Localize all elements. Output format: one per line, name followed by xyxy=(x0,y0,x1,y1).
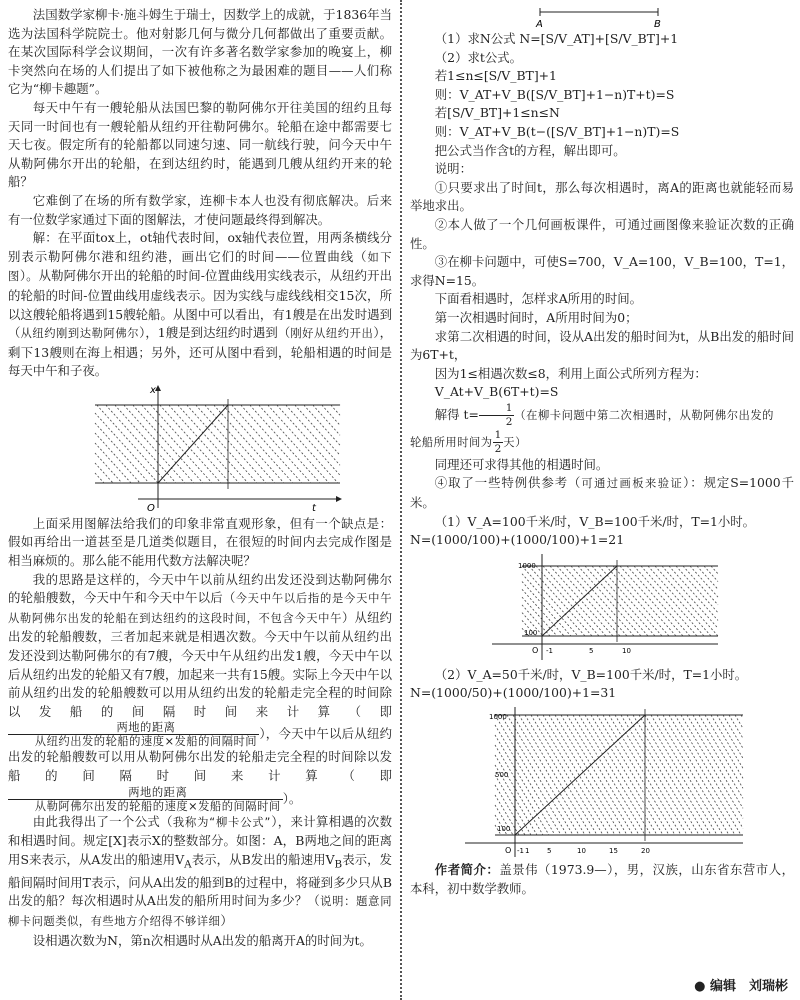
dashed-ship-line xyxy=(591,715,663,835)
dashed-ship-line xyxy=(599,566,662,636)
dashed-ship-line xyxy=(564,566,627,636)
intro-paragraph: 法国数学家柳卡·施斗姆生于瑞士，因数学上的成就，于1836年当选为法国科学院院士。他对射影几何与微分几何都做出了重要贡献。在某次国际科学会议期间，一次有许多著名数学家参加的晚宴上，柳卡突然向在场的人们提出了如下被他称之为最困难的题目——人们称它为“柳卡趣题”。 xyxy=(8,7,392,97)
setup-paragraph: 设相遇次数为N，第n次相遇时从A出发的船离开A的时间为t。 xyxy=(32,932,372,948)
tick-10: 10 xyxy=(577,847,586,856)
dashed-ship-line xyxy=(259,405,329,483)
dashed-ship-line xyxy=(669,566,718,620)
dashed-ship-line xyxy=(115,405,185,483)
author-bio: 作者简介：盖景伟（1973.9—），男，汉族，山东省东营市人，本科，初中数学教师。 xyxy=(410,862,795,896)
dashed-ship-line xyxy=(633,715,705,835)
dashed-ship-line xyxy=(106,405,176,483)
case-2-result: N=(1000/50)+(1000/100)+1=31 xyxy=(410,685,617,701)
dashed-ship-line xyxy=(160,405,230,483)
dashed-ship-line xyxy=(585,566,648,636)
tick-minus-1: -1 xyxy=(517,847,524,856)
dashed-ship-line xyxy=(277,405,340,475)
figure-time-position-diagram xyxy=(50,383,350,513)
history-paragraph: 它难倒了在场的所有数学家，连柳卡本人也没有彻底解决。后来有一位数学家通过下面的图解法，才使问题最终得到解决。 xyxy=(8,192,392,227)
dashed-ship-line xyxy=(723,715,743,748)
reasoning-paragraph: 我的思路是这样的，今天中午以前从纽约出发还没到达勒阿佛尔的轮船艘数，今天中午和今天中午以后（今天中午以后指的是今天中午从勒阿佛尔出发的轮船在到达纽约的这段时间，不包含今天中午）从纽约出发的轮船艘数，三者加起来就是相遇次数。今天中午以前从纽约出发还没到达勒阿佛尔的有7艘，今天中午从纽约出发1艘，今天中午以后从纽约出发的轮船又有7艘，加起来一共有15艘。实际上今天中午以前从纽约出发的轮船艘数可以用从纽约出发的轮船走完全程的时间除以发船的间隔时间来计算（即 $\frac{\text{两地的距离}}{\text{从纽约出发的轮船的速度×发船的间隔时间}}$ ），今天中午以后从纽约出发的轮船艘数可以用从勒阿佛尔出发的轮船走完全程的时间除以发船的间隔时间来计算（即 $\frac{\text{两地的距离}}{\text{从勒阿佛尔出发的轮船的速度×发船的间隔时间}}$ ）。 xyxy=(8,571,392,813)
dashed-ship-line xyxy=(151,405,221,483)
dashed-ship-line xyxy=(557,566,620,636)
dashed-ship-line xyxy=(522,581,571,635)
note-2: ②本人做了一个几何画板课件，可通过画图像来验证次数的正确性。 xyxy=(410,216,794,251)
dashed-ship-line xyxy=(124,405,194,483)
dashed-ship-line xyxy=(620,566,683,636)
dashed-ship-line xyxy=(573,715,645,835)
dashed-ship-line xyxy=(95,463,113,483)
dashed-ship-line xyxy=(555,715,627,835)
problem-paragraph: 每天中午有一艘轮船从法国巴黎的勒阿佛尔开往美国的纽约且每天同一时间也有一艘轮船从纽约开往勒阿佛尔。轮船在途中都需要七天七夜。假定所有的轮船都以同速匀速、同一航线行驶，问今天中午从勒阿佛尔开出的轮船，在到达纽约时，能遇到几艘从纽约开来的轮船？ xyxy=(8,99,392,190)
dashed-ship-line xyxy=(97,405,167,483)
dashed-ship-line xyxy=(690,566,718,597)
dashed-ship-line xyxy=(205,405,275,483)
dashed-ship-line xyxy=(95,473,104,483)
dashed-ship-line xyxy=(95,433,140,483)
equation-intro: 因为1≤相遇次数≤8，利用上面公式所列方程为： xyxy=(434,365,707,381)
dashed-ship-line xyxy=(286,405,340,465)
dashed-ship-line xyxy=(295,405,340,455)
tick-1000: 1000 xyxy=(489,713,507,722)
dashed-ship-line xyxy=(711,566,718,574)
dashed-ship-line xyxy=(705,715,743,778)
dashed-ship-line xyxy=(627,715,699,835)
formula-t-heading: （2）求t公式。 xyxy=(434,49,523,65)
first-meeting: 第一次相遇时间时，A所用时间为0； xyxy=(434,309,638,325)
case-1-params: （1）V_A=100千米/时，V_B=100千米/时，T=1小时。 xyxy=(434,513,756,529)
figure-case-2 xyxy=(457,705,747,859)
dashed-ship-line xyxy=(268,405,338,483)
left-column xyxy=(8,6,392,950)
solve-note: 把公式当作含t的方程，解出即可。 xyxy=(434,142,626,158)
dashed-ship-line xyxy=(683,566,718,605)
origin-label: O xyxy=(505,846,512,856)
dashed-ship-line xyxy=(663,715,735,835)
dashed-ship-line xyxy=(711,715,743,768)
dashed-ship-line xyxy=(681,715,743,818)
fraction-half: $\frac{1}{2}$ xyxy=(479,402,514,429)
origin-label: O xyxy=(532,645,539,655)
tick-1000: 1000 xyxy=(518,561,536,570)
dashed-ship-line xyxy=(241,405,311,483)
dashed-ship-line xyxy=(495,755,543,835)
fraction-ny-ships: $\frac{\text{两地的距离}}{\text{从纽约出发的轮船的速度×发船的间隔时间}}$ xyxy=(8,721,259,748)
dashed-ship-line xyxy=(95,443,131,483)
dashed-ship-line xyxy=(142,405,212,483)
dashed-ship-line xyxy=(634,566,697,636)
solution-line: 解得 t= $\frac{1}{2}$ （在柳卡问题中第二次相遇时，从勒阿佛尔出发的 xyxy=(434,401,774,428)
dashed-ship-line xyxy=(495,725,561,835)
dashed-ship-line xyxy=(322,405,340,425)
dashed-ship-line xyxy=(603,715,675,835)
second-meeting: 求第二次相遇的时间，设从A出发的船时间为t，从B出发的船时间为6T+t， xyxy=(410,328,794,363)
note-3: ③在柳卡问题中，可使S=700，V_A=100，V_B=100，T=1，求得N=15。 xyxy=(410,254,794,288)
dashed-ship-line xyxy=(531,715,603,835)
case-1-result: N=(1000/100)+(1000/100)+1=21 xyxy=(410,532,625,548)
dashed-ship-line xyxy=(537,715,609,835)
dashed-ship-line xyxy=(693,715,743,798)
dashed-ship-line xyxy=(699,715,743,788)
formula-intro-paragraph: 由此我得出了一个公式（我称为“柳卡公式”），来计算相遇的次数和相遇时间。规定[X]表示X的整数部分。如图：A，B两地之间的距离用S来表示，从A发出的船速用$V_A$表示，从B发出的船速用$V_B$表示，发船间隔时间用T表示，问从A出发的船到B的过程中，将碰到多少只从B出发的船？每次相遇时从A出发的船所用时间为多少？（说明：题意同柳卡问题类似，有些地方介绍得不够详细） xyxy=(8,813,393,929)
tick-minus-1: -1 xyxy=(546,646,553,655)
column-divider xyxy=(400,0,402,1000)
dashed-ship-line xyxy=(196,405,266,483)
dashed-ship-line xyxy=(550,566,613,636)
fraction-lh-ships: $\frac{\text{两地的距离}}{\text{从勒阿佛尔出发的轮船的速度×发船的间隔时间}}$ xyxy=(8,786,283,813)
axis-label-x: x xyxy=(150,384,156,396)
dashed-ship-line xyxy=(687,715,743,808)
dashed-ship-line xyxy=(651,715,723,835)
solid-ship-line xyxy=(515,715,645,835)
dashed-ship-line xyxy=(304,405,340,445)
dashed-ship-line xyxy=(522,574,578,636)
dashed-ship-line xyxy=(657,715,729,835)
notes-heading: 说明： xyxy=(434,161,472,177)
tick-20: 20 xyxy=(641,847,650,856)
dashed-ship-line xyxy=(648,566,711,636)
dashed-ship-line xyxy=(627,566,690,636)
tick-15: 15 xyxy=(609,847,618,856)
note-4: ④取了一些特例供参考（可通过画板来验证）：规定S=1000千米。 xyxy=(410,475,794,511)
dashed-ship-line xyxy=(495,745,549,835)
dashed-ship-line xyxy=(501,715,573,835)
dashed-ship-line xyxy=(641,566,704,636)
tick-5: 5 xyxy=(547,847,552,856)
dashed-ship-line xyxy=(214,405,284,483)
dashed-ship-line xyxy=(536,566,599,636)
formula-n: （1）求N公式 N=[S/V_AT]+[S/V_BT]+1 xyxy=(434,31,679,46)
dashed-ship-line xyxy=(95,413,158,483)
dashed-ship-line xyxy=(592,566,655,636)
dashed-ship-line xyxy=(561,715,633,835)
dashed-ship-line xyxy=(578,566,641,636)
dashed-ship-line xyxy=(639,715,711,835)
tick-5: 5 xyxy=(589,646,594,655)
dashed-ship-line xyxy=(676,566,718,613)
dashed-ship-line xyxy=(543,566,606,636)
dashed-ship-line xyxy=(232,405,302,483)
dashed-ship-line xyxy=(717,715,743,758)
other-meetings: 同理还可求得其他的相遇时间。 xyxy=(434,456,609,472)
dashed-ship-line xyxy=(178,405,248,483)
dashed-ship-line xyxy=(669,715,741,835)
dashed-ship-line xyxy=(645,715,717,835)
critique-paragraph: 上面采用图解法给我们的印象非常直观形象，但有一个缺点是：假如再给出一道甚至是几道类似题目，在很短的时间内去完成作图是相当麻烦的。那么能不能用代数方法解决呢？ xyxy=(8,515,392,569)
dashed-ship-line xyxy=(613,566,676,636)
dashed-ship-line xyxy=(655,566,718,636)
tick-100: 100 xyxy=(524,628,538,637)
dashed-ship-line xyxy=(513,715,585,835)
dashed-ship-line xyxy=(331,405,340,415)
meeting-time-intro: 下面看相遇时，怎样求A所用的时间。 xyxy=(434,291,642,307)
dashed-ship-line xyxy=(585,715,657,835)
dashed-ship-line xyxy=(662,566,718,628)
tick-10: 10 xyxy=(622,646,631,655)
right-column xyxy=(410,6,794,898)
axis-label-t: t xyxy=(312,502,316,513)
dashed-ship-line xyxy=(606,566,669,636)
dashed-ship-line xyxy=(529,566,592,636)
case2-condition: 若[S/V_BT]+1≤n≤N xyxy=(434,105,560,121)
segment-ab-figure xyxy=(410,6,794,30)
dashed-ship-line xyxy=(567,715,639,835)
origin-label: O xyxy=(147,502,155,513)
dashed-ship-line xyxy=(597,715,669,835)
figure-case-1 xyxy=(482,552,722,664)
dashed-ship-line xyxy=(579,715,651,835)
dashed-ship-line xyxy=(549,715,621,835)
dashed-ship-line xyxy=(571,566,634,636)
tick-1: 1 xyxy=(525,847,530,856)
dashed-ship-line xyxy=(223,405,293,483)
editor-credit: ● 编辑 刘瑞彬 xyxy=(694,979,788,994)
fraction-half-2: $\frac{1}{2}$ xyxy=(494,428,502,455)
dashed-ship-line xyxy=(250,405,320,483)
dashed-ship-line xyxy=(507,715,579,835)
case1-condition: 若1≤n≤[S/V_BT]+1 xyxy=(434,68,557,84)
dashed-ship-line xyxy=(621,715,693,835)
case-2-params: （2）V_A=50千米/时，V_B=100千米/时，T=1小时。 xyxy=(434,666,748,682)
solid-ship-line xyxy=(542,566,617,636)
note-1: ①只要求出了时间t，那么每次相遇时，离A的距离也就能轻而易举地求出。 xyxy=(410,179,794,214)
dashed-ship-line xyxy=(729,715,743,738)
meeting-equation: V_At+V_B(6T+t)=S xyxy=(434,384,559,400)
solution-line-2: 轮船所用时间为 $\frac{1}{2}$ 天） xyxy=(410,428,527,455)
tick-500: 500 xyxy=(495,771,509,780)
dashed-ship-line xyxy=(525,715,597,835)
solution-paragraph: 解：在平面tox上，ot轴代表时间，ox轴代表位置，用两条横线分别表示勒阿佛尔港和纽约港，画出它们的时间——位置曲线（如下图）。从勒阿佛尔开出的轮船的时间-位置曲线用实线表示，从纽约开出的轮船的时间-位置曲线用虚线表示。因为实线与虚线线相交15次，所以这艘轮船将遇到15艘轮船。从图中可以看出，有1艘是在出发时遇到（从纽约刚到达勒阿佛尔），1艘是到达纽约时遇到（刚好从纽约开出），剩下13艘则在海上相遇；另外，还可从图中看到，轮船相遇的时间是每天中午和子夜。 xyxy=(8,230,392,379)
dashed-ship-line xyxy=(543,715,615,835)
tick-100: 100 xyxy=(497,825,511,834)
dashed-ship-line xyxy=(95,423,149,483)
case1-equation: 则：V_AT+V_B([S/V_BT]+1−n)T+t)=S xyxy=(434,86,675,102)
point-b-label: B xyxy=(654,19,661,30)
point-a-label: A xyxy=(536,19,543,30)
case2-equation: 则：V_AT+V_B(t−([S/V_BT]+1−n)T)=S xyxy=(434,123,680,139)
dashed-ship-line xyxy=(704,566,718,582)
dashed-ship-line xyxy=(169,405,239,483)
dashed-ship-line xyxy=(187,405,257,483)
